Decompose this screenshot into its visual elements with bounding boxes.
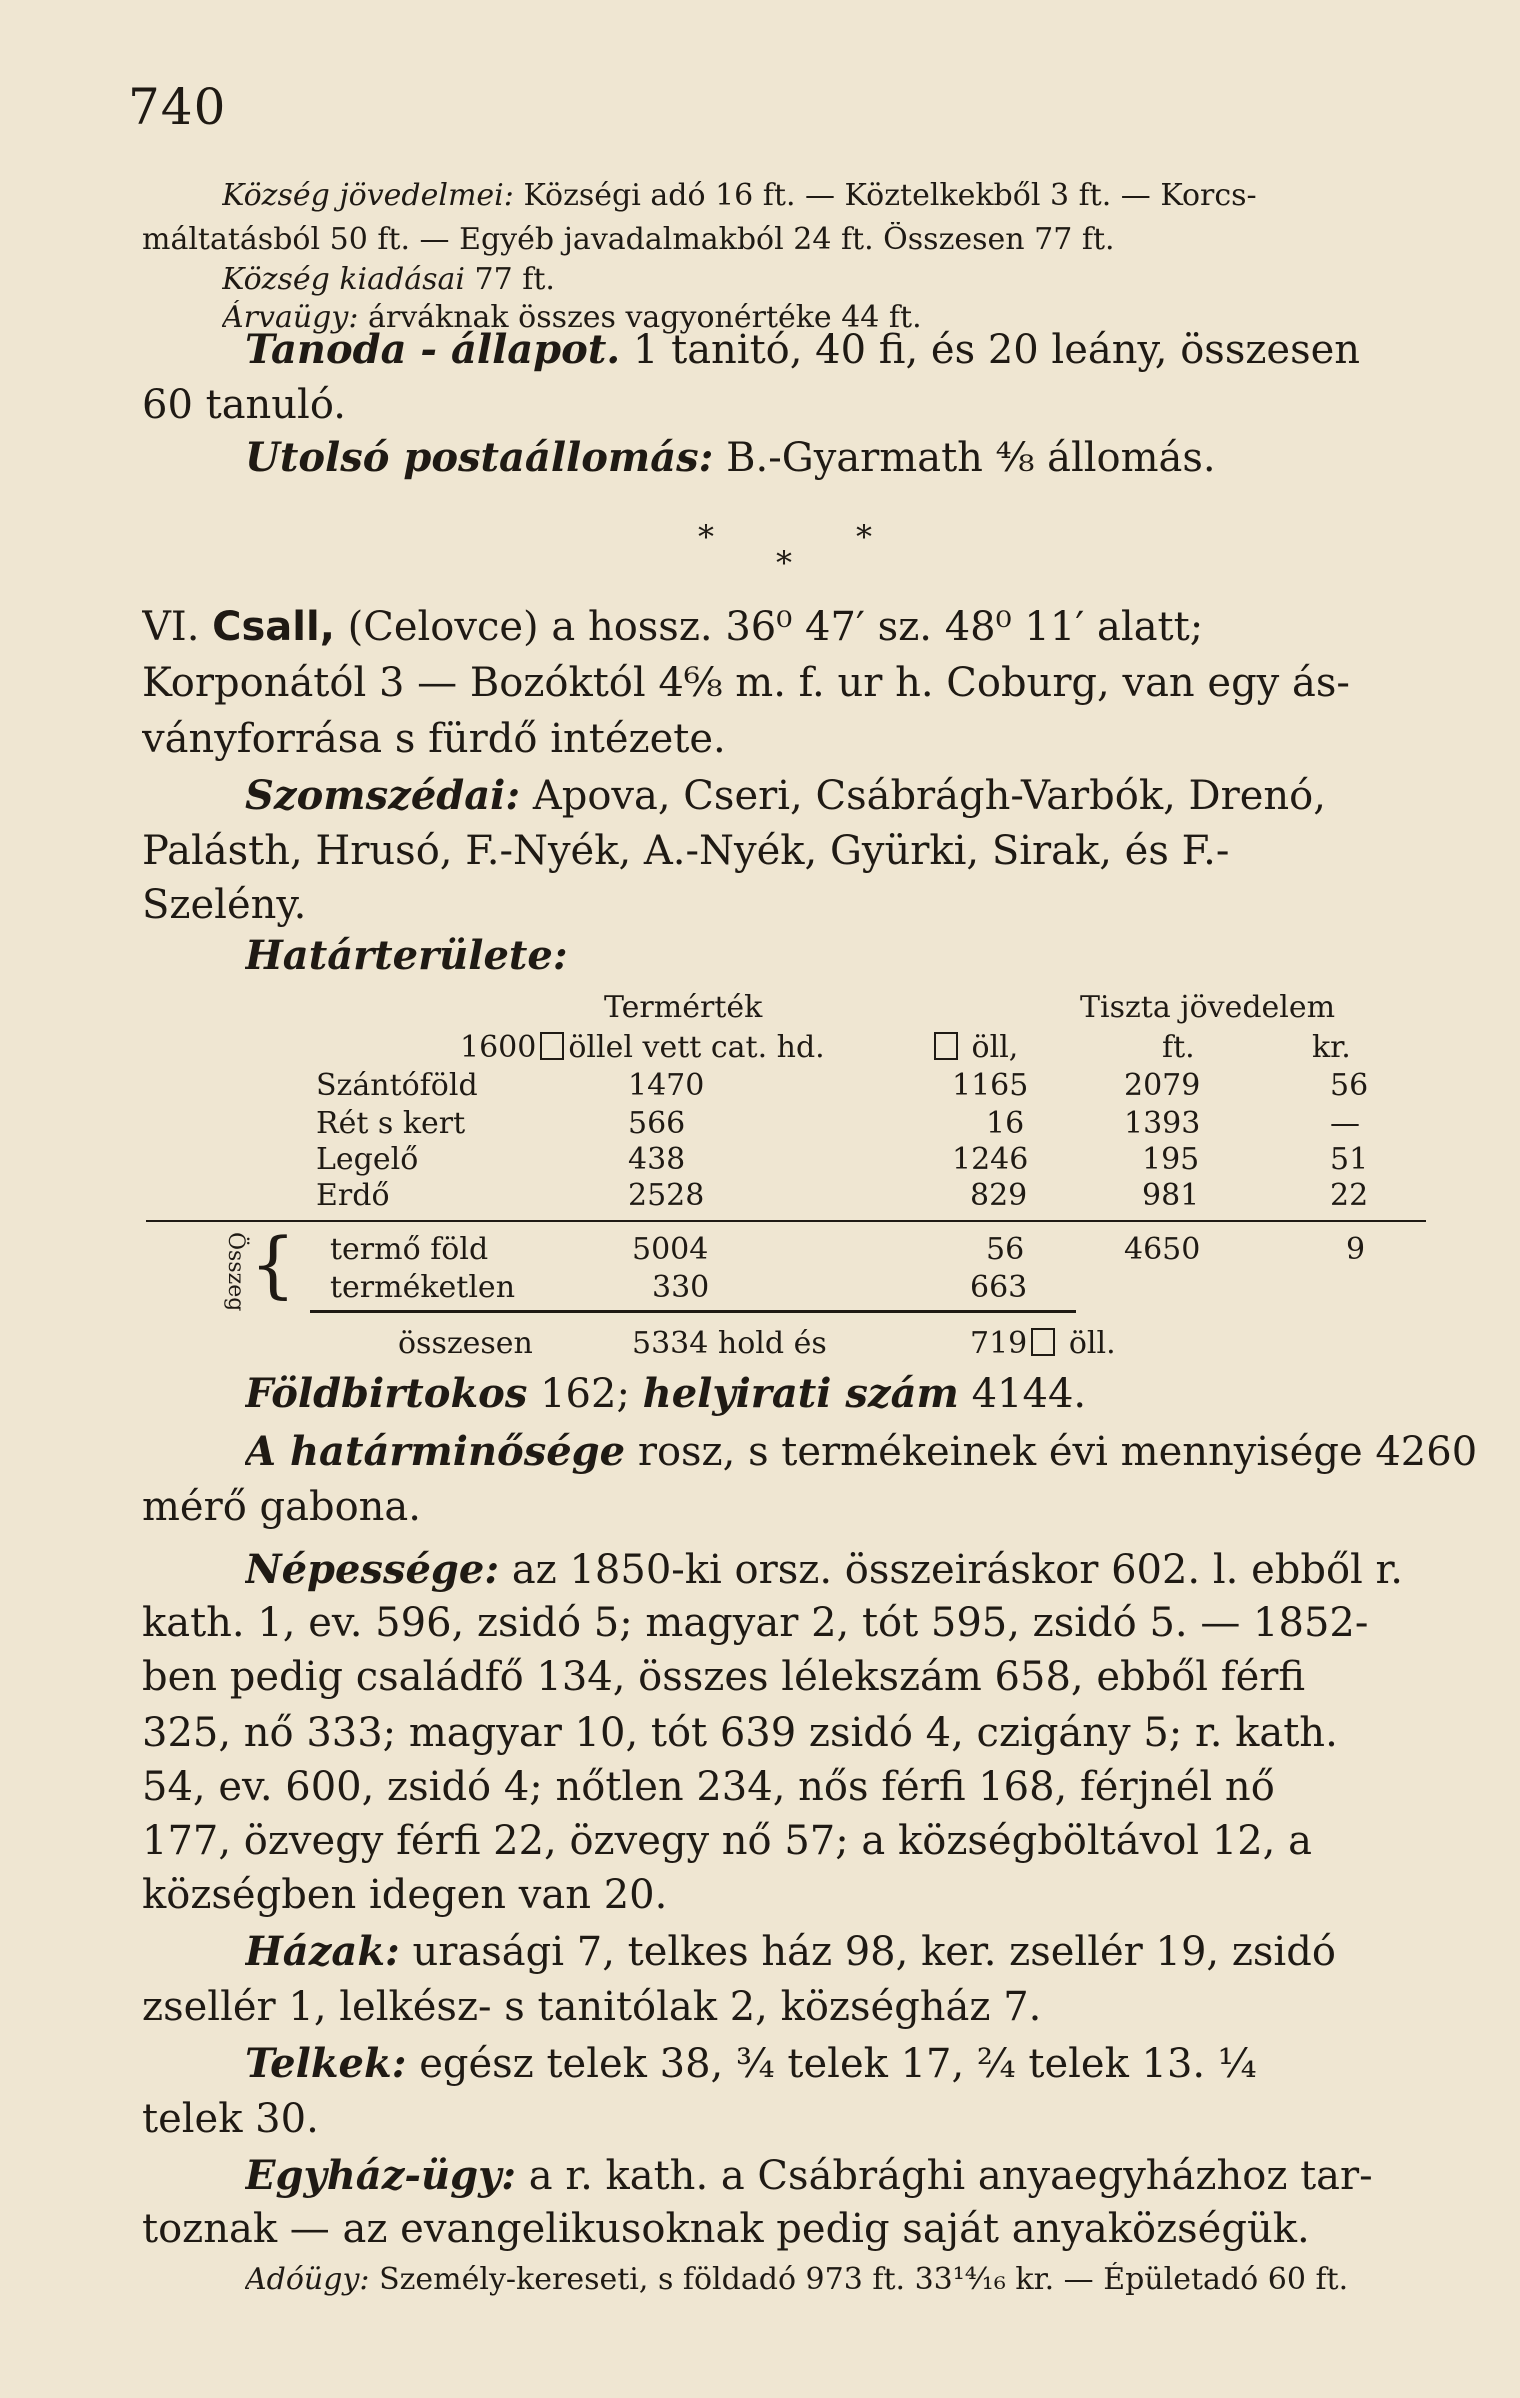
sum-termo-name: termő föld bbox=[330, 1232, 489, 1267]
brace-icon: { bbox=[250, 1222, 296, 1306]
row-hd: 2528 bbox=[628, 1178, 705, 1213]
income-line bbox=[222, 178, 1432, 213]
quality-label: A határminősége bbox=[245, 1428, 626, 1475]
houses-line bbox=[245, 1928, 1520, 1975]
row-name: Legelő bbox=[316, 1142, 419, 1177]
page-number: 740 bbox=[128, 78, 227, 136]
territory-label: Határterülete: bbox=[245, 932, 568, 979]
quality-text: rosz, s termékeinek évi mennyisége 4260 bbox=[637, 1429, 1478, 1475]
population-line-3: ben pedig családfő 134, összes lélekszám 658, ebből férfi bbox=[142, 1654, 1306, 1700]
sum-total-name: összesen bbox=[398, 1326, 533, 1361]
income-line-2: máltatásból 50 ft. — Egyéb javadalmakból 24 ft. Összesen 77 ft. bbox=[142, 222, 1115, 257]
row-oll: 829 bbox=[970, 1178, 1028, 1213]
col-header-tiszta: Tiszta jövedelem bbox=[1080, 990, 1336, 1025]
row-hd: 438 bbox=[628, 1142, 686, 1177]
row-hd: 566 bbox=[628, 1106, 686, 1141]
plots-line-2: telek 30. bbox=[142, 2096, 319, 2142]
population-text: az 1850-ki orsz. összeiráskor 602. l. ebből r. bbox=[511, 1547, 1403, 1593]
plots-label: Telkek: bbox=[245, 2040, 407, 2087]
row-name: Szántóföld bbox=[316, 1068, 478, 1103]
sum-termo-kr: 9 bbox=[1346, 1232, 1366, 1267]
population-line bbox=[245, 1546, 1520, 1593]
entry-number: VI. bbox=[142, 604, 200, 650]
col-header-kr: kr. bbox=[1312, 1030, 1351, 1065]
square-icon bbox=[540, 1032, 564, 1060]
sum-termeketlen-oll: 663 bbox=[970, 1270, 1028, 1305]
orphan-label: Árvaügy: bbox=[222, 300, 359, 335]
neighbours-label: Szomszédai: bbox=[245, 772, 521, 819]
sum-rule bbox=[310, 1310, 1076, 1313]
neighbours-line bbox=[245, 772, 1520, 819]
row-ft: 981 bbox=[1142, 1178, 1200, 1213]
neighbours-line-2: Palásth, Hrusó, F.-Nyék, A.-Nyék, Gyürki, Sirak, és F.- bbox=[142, 828, 1230, 874]
entry-coords: (Celovce) a hossz. 36⁰ 47′ sz. 48⁰ 11′ alatt; bbox=[347, 604, 1204, 650]
row-ft: 195 bbox=[1142, 1142, 1200, 1177]
sum-termo-oll: 56 bbox=[986, 1232, 1025, 1267]
row-kr: 51 bbox=[1330, 1142, 1369, 1177]
col-header-termertek: Termérték bbox=[604, 990, 763, 1025]
neighbours-text: Apova, Cseri, Csábrágh-Varbók, Drenó, bbox=[532, 773, 1326, 819]
plots-text: egész telek 38, ³⁄₄ telek 17, ²⁄₄ telek 13. ¹⁄₄ bbox=[419, 2041, 1257, 2087]
col-header-ollel: öllel vett cat. hd. bbox=[568, 1030, 825, 1065]
post-label: Utolsó postaállomás: bbox=[245, 434, 714, 481]
row-hd: 1470 bbox=[628, 1068, 705, 1103]
col-header-ft: ft. bbox=[1162, 1030, 1195, 1065]
table-rule bbox=[146, 1220, 1426, 1222]
expenses-value: 77 ft. bbox=[474, 262, 555, 297]
row-name: Rét s kert bbox=[316, 1106, 466, 1141]
sum-termeketlen-name: terméketlen bbox=[330, 1270, 516, 1305]
population-line-5: 54, ev. 600, zsidó 4; nőtlen 234, nős férfi 168, férjnél nő bbox=[142, 1764, 1275, 1810]
landowner-line bbox=[245, 1370, 1520, 1417]
post-line bbox=[245, 434, 1520, 481]
school-line bbox=[245, 326, 1520, 373]
row-kr: 22 bbox=[1330, 1178, 1369, 1213]
church-line-2: toznak — az evangelikusoknak pedig saját anyaközségük. bbox=[142, 2206, 1310, 2252]
row-ft: 2079 bbox=[1124, 1068, 1201, 1103]
tax-label: Adóügy: bbox=[245, 2262, 370, 2297]
square-icon bbox=[1031, 1328, 1055, 1356]
quality-line-2: mérő gabona. bbox=[142, 1484, 421, 1530]
star-ornament-left: * bbox=[698, 518, 714, 556]
population-line-7: községben idegen van 20. bbox=[142, 1872, 668, 1918]
entry-line-2: Korponától 3 — Bozóktól 4⁶⁄₈ m. f. ur h. Coburg, van egy ás- bbox=[142, 660, 1350, 706]
sum-termeketlen-hd: 330 bbox=[652, 1270, 710, 1305]
row-oll: 1165 bbox=[952, 1068, 1029, 1103]
neighbours-line-3: Szelény. bbox=[142, 882, 307, 928]
tax-line bbox=[245, 2262, 1520, 2297]
territory-heading bbox=[245, 932, 1520, 979]
quality-line bbox=[245, 1428, 1520, 1475]
orphan-text: árváknak összes vagyonértéke 44 ft. bbox=[367, 300, 922, 335]
entry-name: Csall, bbox=[212, 604, 335, 650]
post-text: B.-Gyarmath ⁴⁄₈ állomás. bbox=[726, 435, 1216, 481]
row-kr: 56 bbox=[1330, 1068, 1369, 1103]
row-ft: 1393 bbox=[1124, 1106, 1201, 1141]
star-ornament-right: * bbox=[856, 518, 872, 556]
sum-total-unit: öll. bbox=[1068, 1326, 1116, 1361]
star-ornament-bottom: * bbox=[776, 544, 792, 582]
income-text: Községi adó 16 ft. — Köztelkekből 3 ft. — Korcs- bbox=[523, 178, 1257, 213]
tax-text: Személy-kereseti, s földadó 973 ft. 33¹⁴⁄₁₆ kr. — Épületadó 60 ft. bbox=[379, 2262, 1349, 2297]
population-line-6: 177, özvegy férfi 22, özvegy nő 57; a községböltávol 12, a bbox=[142, 1818, 1312, 1864]
row-oll: 16 bbox=[986, 1106, 1025, 1141]
row-kr: — bbox=[1330, 1106, 1360, 1141]
school-text: 1 tanitó, 40 fi, és 20 leány, összesen bbox=[632, 327, 1361, 373]
houses-line-2: zsellér 1, lelkész- s tanitólak 2, községház 7. bbox=[142, 1984, 1042, 2030]
sum-total-oll bbox=[970, 1326, 1116, 1361]
sum-total-hd: 5334 hold és bbox=[632, 1326, 827, 1361]
church-label: Egyház-ügy: bbox=[245, 2152, 517, 2199]
topo-value: 4144. bbox=[971, 1371, 1087, 1417]
population-line-2: kath. 1, ev. 596, zsidó 5; magyar 2, tót 595, zsidó 5. — 1852- bbox=[142, 1600, 1369, 1646]
col-header-oll-text: öll, bbox=[971, 1030, 1019, 1065]
population-label: Népessége: bbox=[245, 1546, 500, 1593]
col-header-1600 bbox=[460, 1030, 825, 1065]
landowner-label: Földbirtokos bbox=[245, 1370, 528, 1417]
school-line-2: 60 tanuló. bbox=[142, 382, 346, 428]
col-header-oll bbox=[930, 1030, 1018, 1065]
expenses-line bbox=[222, 262, 1512, 297]
houses-label: Házak: bbox=[245, 1928, 400, 1975]
row-oll: 1246 bbox=[952, 1142, 1029, 1177]
topo-label: helyirati szám bbox=[642, 1370, 959, 1417]
sum-total-oll-value: 719 bbox=[970, 1326, 1028, 1361]
landowner-value: 162; bbox=[540, 1371, 630, 1417]
col-header-1600-num: 1600 bbox=[460, 1030, 537, 1065]
expenses-label: Község kiadásai bbox=[222, 262, 465, 297]
church-text: a r. kath. a Csábrághi anyaegyházhoz tar- bbox=[528, 2153, 1373, 2199]
entry-heading bbox=[142, 604, 1432, 650]
square-icon bbox=[934, 1032, 958, 1060]
sum-side-text: Összeg bbox=[223, 1232, 248, 1312]
plots-line bbox=[245, 2040, 1520, 2087]
sum-termo-ft: 4650 bbox=[1124, 1232, 1201, 1267]
houses-text: urasági 7, telkes ház 98, ker. zsellér 19, zsidó bbox=[412, 1929, 1336, 1975]
sum-side-label bbox=[224, 1232, 248, 1362]
entry-line-3: ványforrása s fürdő intézete. bbox=[142, 716, 726, 762]
church-line bbox=[245, 2152, 1520, 2199]
population-line-4: 325, nő 333; magyar 10, tót 639 zsidó 4, czigány 5; r. kath. bbox=[142, 1710, 1338, 1756]
sum-termo-hd: 5004 bbox=[632, 1232, 709, 1267]
income-label: Község jövedelmei: bbox=[222, 178, 514, 213]
row-name: Erdő bbox=[316, 1178, 390, 1213]
school-label: Tanoda - állapot. bbox=[245, 326, 621, 373]
